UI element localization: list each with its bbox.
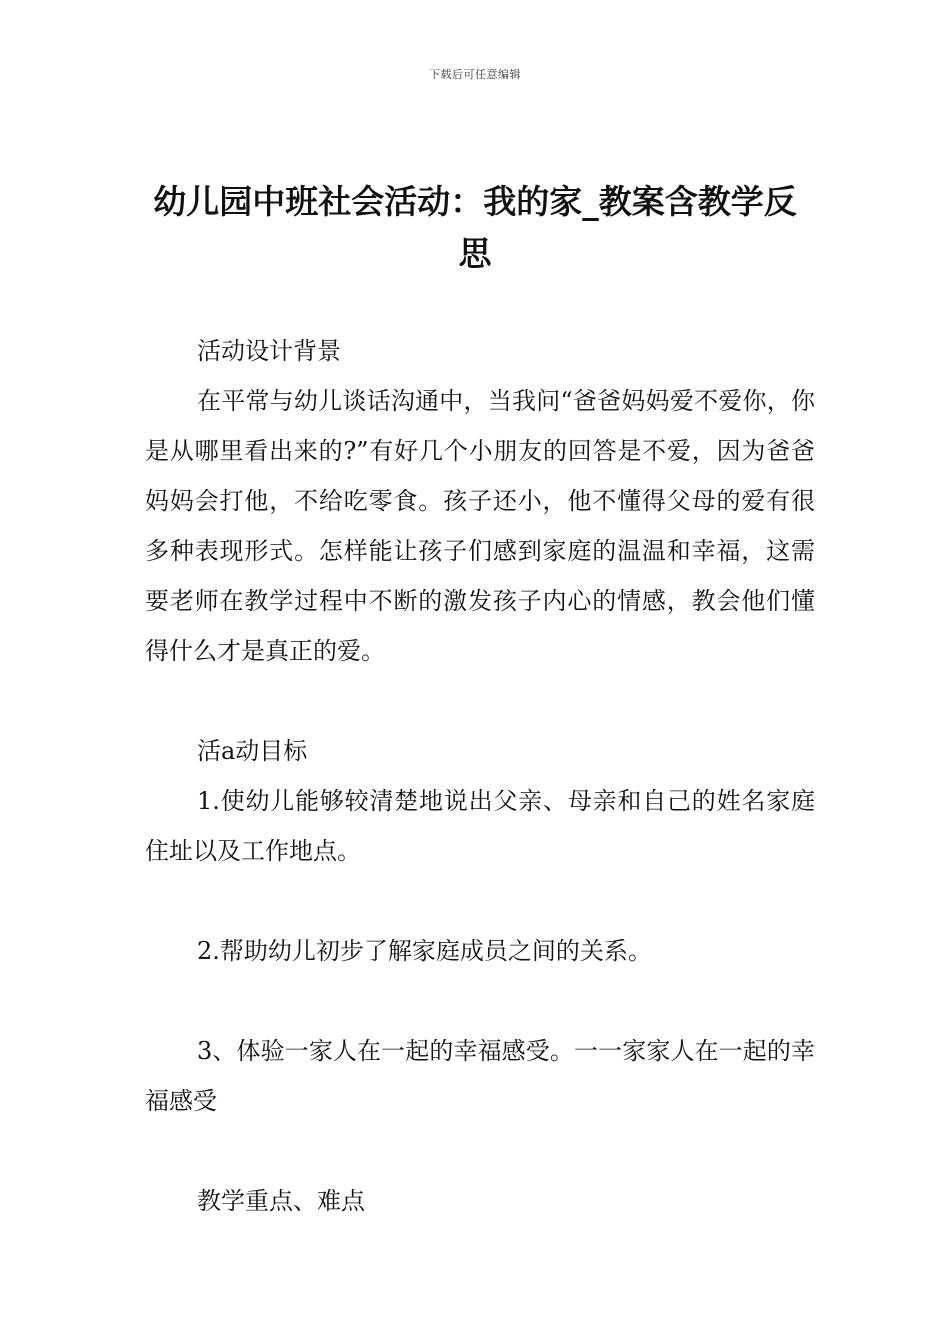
section-heading-goals: 活a动目标 <box>197 737 308 765</box>
paragraph-background: 在平常与幼儿谈话沟通中，当我问“爸爸妈妈爱不爱你，你是从哪里看出来的?”有好几个小朋友的回答是不爱，因为爸爸妈妈会打他，不给吃零食。孩子还小，他不懂得父母的爱有很多种表现形式。怎样能让孩子们感到家庭的温温和幸福，这需要老师在教学过程中不断的激发孩子内心的情感，教会他们懂得什么才是真正的爱。 <box>145 387 815 665</box>
spacer <box>145 1126 815 1176</box>
section-heading-background: 活动设计背景 <box>197 337 341 365</box>
section-heading-key-points: 教学重点、难点 <box>197 1187 365 1215</box>
spacer <box>145 976 815 1026</box>
document-title: 幼儿园中班社会活动：我的家_教案含教学反思 <box>153 182 797 273</box>
goal-item-3: 3、体验一家人在一起的幸福感受。一一家家人在一起的幸福感受 <box>145 1037 815 1115</box>
document-body <box>145 326 815 1226</box>
header-note: 下载后可任意编辑 <box>429 68 521 81</box>
spacer <box>145 876 815 926</box>
goal-item-1: 1.使幼儿能够较清楚地说出父亲、母亲和自己的姓名家庭住址以及工作地点。 <box>145 787 815 865</box>
goal-item-2: 2.帮助幼儿初步了解家庭成员之间的关系。 <box>197 937 652 965</box>
spacer <box>145 676 815 726</box>
